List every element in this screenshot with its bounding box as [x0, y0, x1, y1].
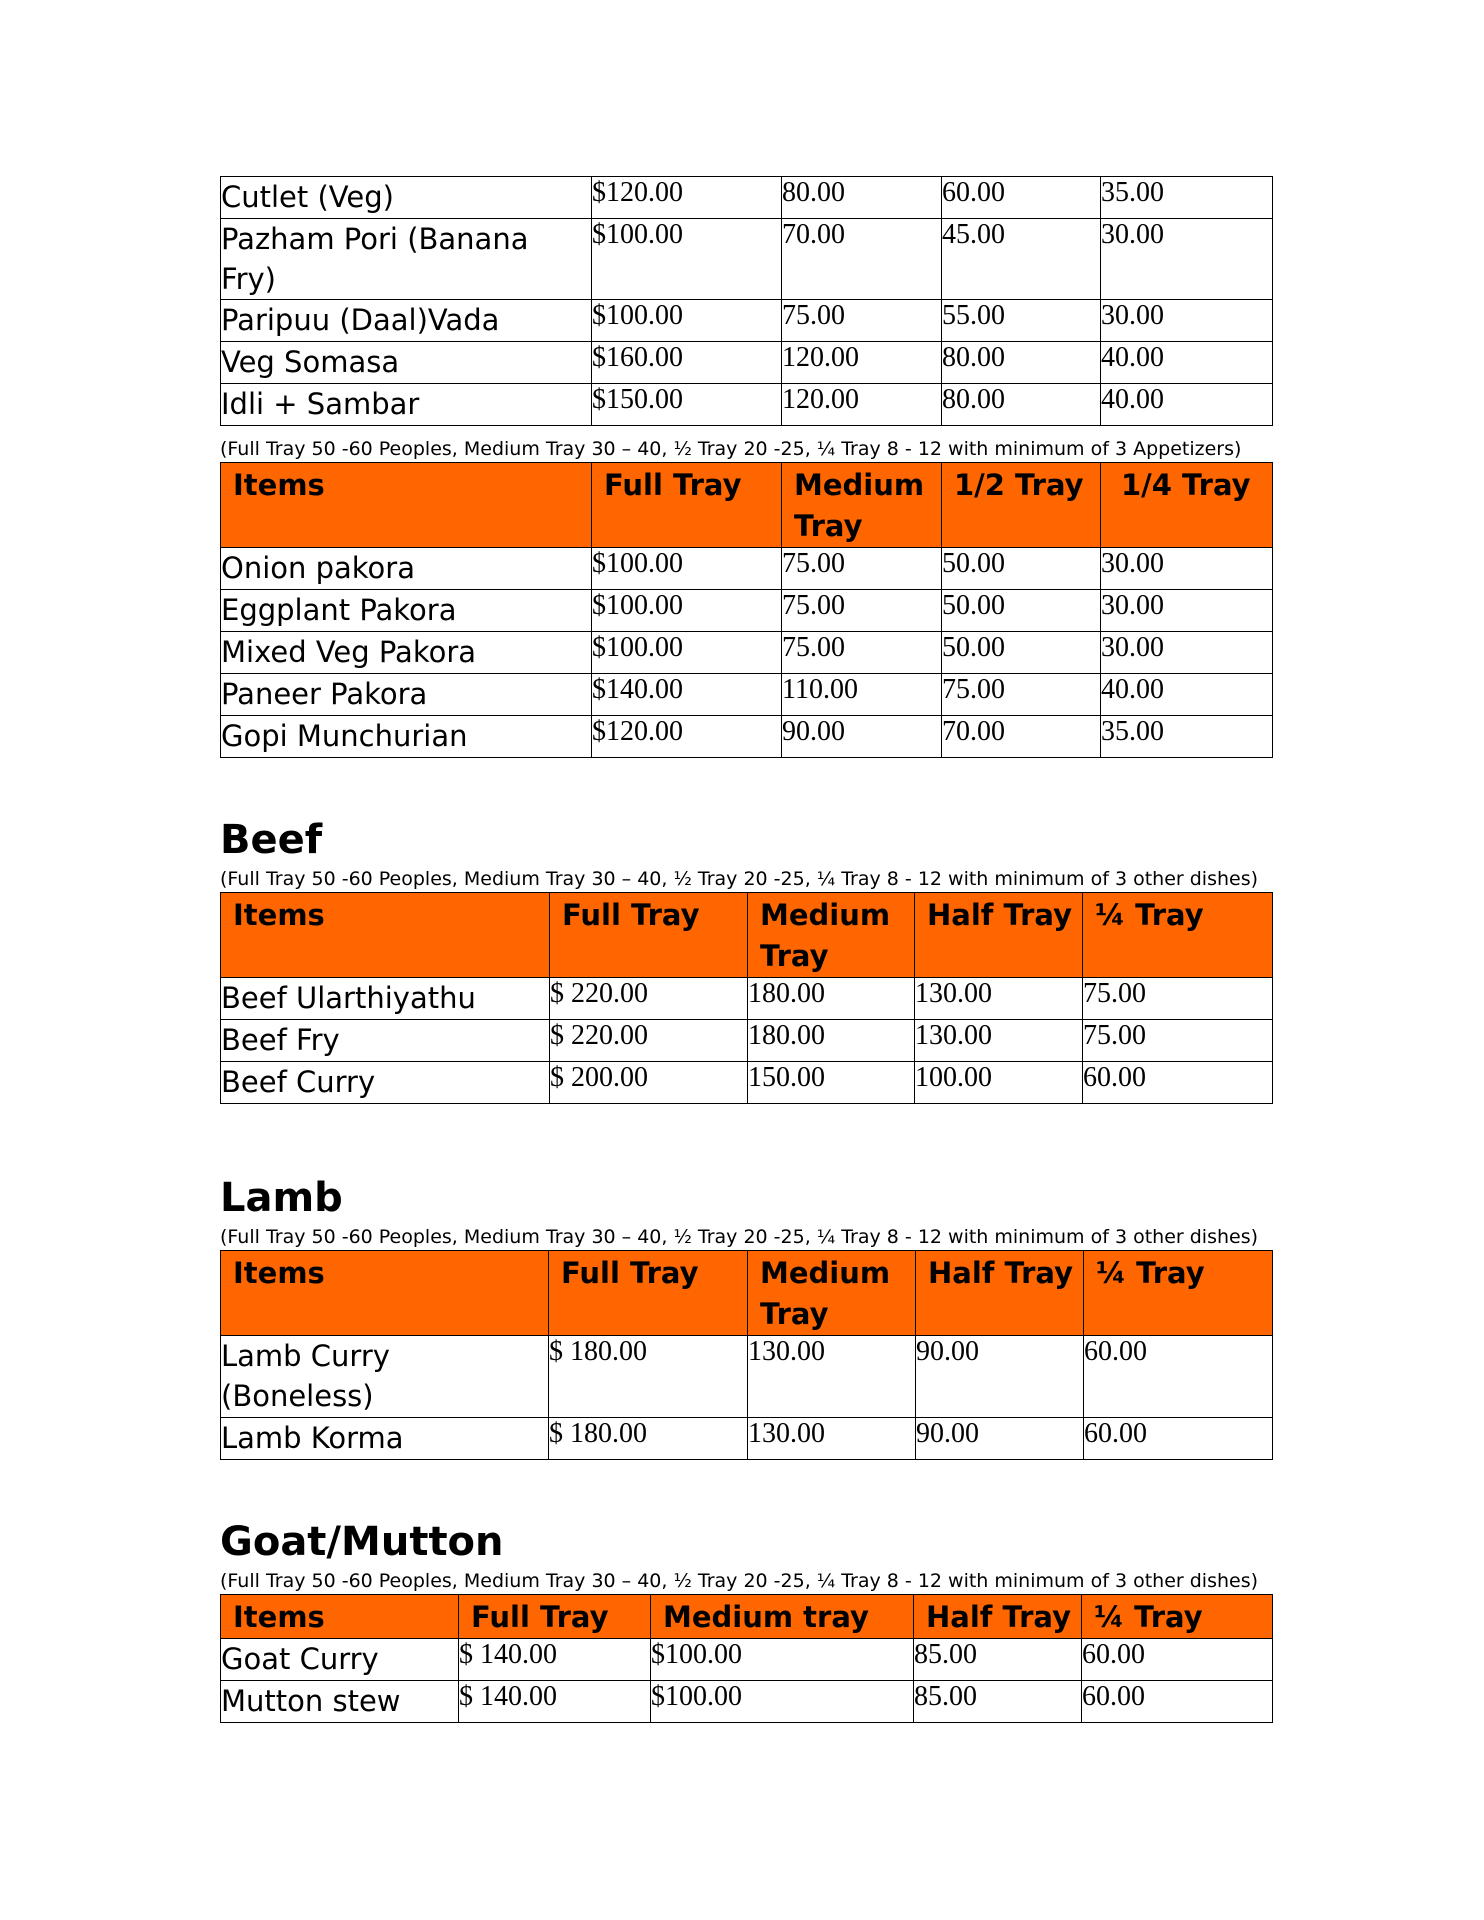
price-half: 50.00	[942, 590, 1101, 632]
price-quarter: 40.00	[1101, 674, 1273, 716]
price-medium: 180.00	[748, 1020, 915, 1062]
header-half-tray: Half Tray	[916, 1251, 1084, 1336]
header-items: Items	[221, 1251, 549, 1336]
price-half: 45.00	[942, 219, 1101, 300]
price-medium: 75.00	[782, 590, 942, 632]
price-medium: 70.00	[782, 219, 942, 300]
price-medium: 90.00	[782, 716, 942, 758]
table-row	[221, 1681, 1273, 1723]
price-quarter: 30.00	[1101, 632, 1273, 674]
price-medium: 75.00	[782, 548, 942, 590]
price-full: $100.00	[592, 300, 782, 342]
price-medium: 130.00	[748, 1336, 916, 1418]
header-quarter-tray: ¼ Tray	[1082, 1595, 1273, 1639]
price-quarter: 60.00	[1082, 1639, 1273, 1681]
price-quarter: 60.00	[1084, 1418, 1273, 1460]
price-medium: $100.00	[651, 1639, 914, 1681]
price-medium: 130.00	[748, 1418, 916, 1460]
price-full: $ 140.00	[459, 1681, 651, 1723]
header-medium-tray: Medium Tray	[748, 1251, 916, 1336]
price-half: 80.00	[942, 342, 1101, 384]
table-row	[221, 384, 1273, 426]
item-name: Pazham Pori (Banana Fry)	[221, 219, 592, 300]
price-full: $160.00	[592, 342, 782, 384]
price-quarter: 75.00	[1083, 978, 1273, 1020]
price-quarter: 30.00	[1101, 548, 1273, 590]
price-medium: $100.00	[651, 1681, 914, 1723]
price-full: $ 180.00	[549, 1418, 748, 1460]
price-full: $100.00	[592, 219, 782, 300]
item-name: Cutlet (Veg)	[221, 177, 592, 219]
price-medium: 75.00	[782, 300, 942, 342]
goat-note: (Full Tray 50 -60 Peoples, Medium Tray 30 – 40, ½ Tray 20 -25, ¼ Tray 8 - 12 with minimum of 3 other dishes)	[220, 1570, 1259, 1592]
price-full: $120.00	[592, 716, 782, 758]
price-medium: 110.00	[782, 674, 942, 716]
price-medium: 120.00	[782, 342, 942, 384]
price-quarter: 60.00	[1083, 1062, 1273, 1104]
item-name: Eggplant Pakora	[221, 590, 592, 632]
item-name: Paripuu (Daal)Vada	[221, 300, 592, 342]
table-row	[221, 590, 1273, 632]
header-items: Items	[221, 893, 550, 978]
appetizers-table	[220, 176, 1273, 426]
price-half: 100.00	[915, 1062, 1083, 1104]
table-row	[221, 300, 1273, 342]
price-full: $100.00	[592, 548, 782, 590]
item-name: Beef Ularthiyathu	[221, 978, 550, 1020]
table-row	[221, 342, 1273, 384]
price-quarter: 35.00	[1101, 177, 1273, 219]
lamb-title: Lamb	[220, 1175, 343, 1221]
goat-table	[220, 1594, 1273, 1723]
price-medium: 75.00	[782, 632, 942, 674]
price-quarter: 30.00	[1101, 219, 1273, 300]
item-name: Goat Curry	[221, 1639, 459, 1681]
price-full: $100.00	[592, 590, 782, 632]
price-medium: 150.00	[748, 1062, 915, 1104]
beef-note: (Full Tray 50 -60 Peoples, Medium Tray 30 – 40, ½ Tray 20 -25, ¼ Tray 8 - 12 with minimum of 3 other dishes)	[220, 868, 1259, 890]
header-half-tray: Half Tray	[914, 1595, 1082, 1639]
header-full-tray: Full Tray	[592, 463, 782, 548]
header-medium-tray: Medium tray	[651, 1595, 914, 1639]
price-half: 90.00	[916, 1336, 1084, 1418]
goat-title: Goat/Mutton	[220, 1519, 504, 1565]
table-row	[221, 632, 1273, 674]
item-name: Beef Curry	[221, 1062, 550, 1104]
header-half-tray: Half Tray	[915, 893, 1083, 978]
price-half: 50.00	[942, 548, 1101, 590]
table-row	[221, 716, 1273, 758]
price-medium: 120.00	[782, 384, 942, 426]
beef-title: Beef	[220, 817, 323, 863]
item-name: Gopi Munchurian	[221, 716, 592, 758]
table-row	[221, 1639, 1273, 1681]
lamb-note: (Full Tray 50 -60 Peoples, Medium Tray 30 – 40, ½ Tray 20 -25, ¼ Tray 8 - 12 with minimum of 3 other dishes)	[220, 1226, 1259, 1248]
item-name: Onion pakora	[221, 548, 592, 590]
price-medium: 180.00	[748, 978, 915, 1020]
header-full-tray: Full Tray	[459, 1595, 651, 1639]
price-half: 85.00	[914, 1681, 1082, 1723]
lamb-table	[220, 1250, 1273, 1460]
table-row	[221, 177, 1273, 219]
header-row	[221, 1595, 1273, 1639]
price-full: $ 180.00	[549, 1336, 748, 1418]
price-half: 55.00	[942, 300, 1101, 342]
table-row	[221, 548, 1273, 590]
price-full: $100.00	[592, 632, 782, 674]
item-name: Mixed Veg Pakora	[221, 632, 592, 674]
price-half: 90.00	[916, 1418, 1084, 1460]
price-half: 80.00	[942, 384, 1101, 426]
price-full: $ 220.00	[550, 978, 748, 1020]
pakora-table	[220, 462, 1273, 758]
price-quarter: 40.00	[1101, 384, 1273, 426]
table-row	[221, 674, 1273, 716]
header-quarter-tray: ¼ Tray	[1084, 1251, 1273, 1336]
table-row	[221, 219, 1273, 300]
price-quarter: 30.00	[1101, 300, 1273, 342]
price-half: 130.00	[915, 978, 1083, 1020]
price-half: 70.00	[942, 716, 1101, 758]
price-quarter: 60.00	[1082, 1681, 1273, 1723]
item-name: Veg Somasa	[221, 342, 592, 384]
price-half: 75.00	[942, 674, 1101, 716]
price-half: 85.00	[914, 1639, 1082, 1681]
price-half: 130.00	[915, 1020, 1083, 1062]
price-full: $150.00	[592, 384, 782, 426]
price-quarter: 40.00	[1101, 342, 1273, 384]
header-items: Items	[221, 463, 592, 548]
item-name: Beef Fry	[221, 1020, 550, 1062]
header-row	[221, 1251, 1273, 1336]
price-full: $ 220.00	[550, 1020, 748, 1062]
price-quarter: 30.00	[1101, 590, 1273, 632]
header-row	[221, 893, 1273, 978]
pakora-note: (Full Tray 50 -60 Peoples, Medium Tray 30 – 40, ½ Tray 20 -25, ¼ Tray 8 - 12 with minimum of 3 Appetizers)	[220, 438, 1242, 460]
header-medium-tray: Medium Tray	[748, 893, 915, 978]
header-quarter-tray: ¼ Tray	[1083, 893, 1273, 978]
item-name: Paneer Pakora	[221, 674, 592, 716]
header-row	[221, 463, 1273, 548]
header-medium-tray: Medium Tray	[782, 463, 942, 548]
table-row	[221, 1020, 1273, 1062]
price-half: 50.00	[942, 632, 1101, 674]
header-items: Items	[221, 1595, 459, 1639]
price-full: $140.00	[592, 674, 782, 716]
item-name: Lamb Curry (Boneless)	[221, 1336, 549, 1418]
price-medium: 80.00	[782, 177, 942, 219]
header-full-tray: Full Tray	[549, 1251, 748, 1336]
price-half: 60.00	[942, 177, 1101, 219]
header-quarter-tray: 1/4 Tray	[1101, 463, 1273, 548]
table-row	[221, 1062, 1273, 1104]
table-row	[221, 1418, 1273, 1460]
price-quarter: 60.00	[1084, 1336, 1273, 1418]
table-row	[221, 978, 1273, 1020]
beef-table	[220, 892, 1273, 1104]
table-row	[221, 1336, 1273, 1418]
header-full-tray: Full Tray	[550, 893, 748, 978]
price-quarter: 35.00	[1101, 716, 1273, 758]
price-quarter: 75.00	[1083, 1020, 1273, 1062]
price-full: $ 140.00	[459, 1639, 651, 1681]
price-full: $ 200.00	[550, 1062, 748, 1104]
item-name: Lamb Korma	[221, 1418, 549, 1460]
header-half-tray: 1/2 Tray	[942, 463, 1101, 548]
item-name: Mutton stew	[221, 1681, 459, 1723]
item-name: Idli + Sambar	[221, 384, 592, 426]
price-full: $120.00	[592, 177, 782, 219]
